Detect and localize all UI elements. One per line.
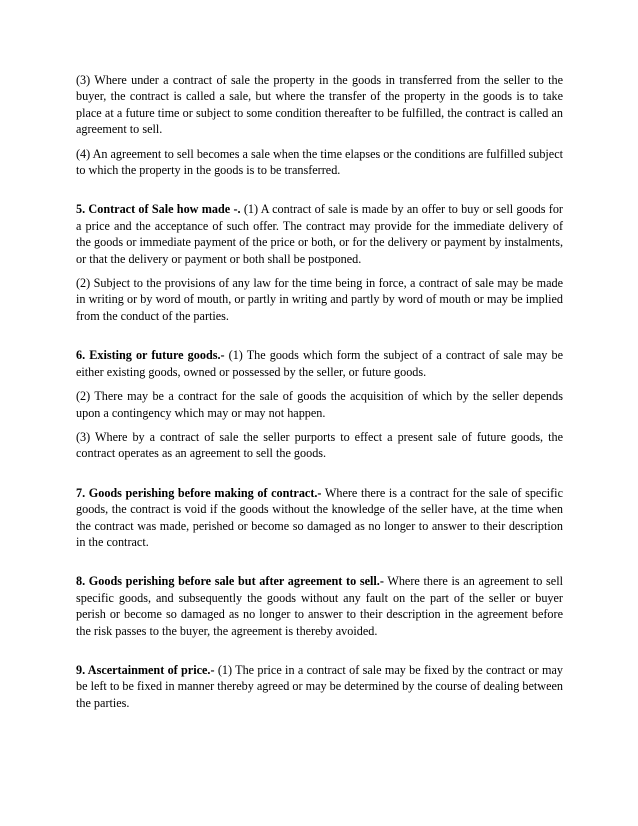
section-6-clause-1-text: (1) The goods which form the subject of a contract of sale may be either existing goods, owned or possessed by the seller, or future goods. [76, 348, 563, 379]
section-8-clause-text: Where there is an agreement to sell specific goods, and subsequently the goods without any fault on the part of the seller or buyer perish or become so damaged as no longer to answer to their description in the agreement before the risk passes to the buyer, the agreement is thereby avoided. [76, 574, 563, 638]
section-4-clause-3-text: (3) Where under a contract of sale the property in the goods in transferred from the seller to the buyer, the contract is called a sale, but where the transfer of the property in the goods is to take place at a future time or subject to some condition thereafter to be fulfilled, the contract is called an agreement to sell. [76, 73, 563, 137]
section-6-clause-1 [76, 347, 563, 380]
section-6-clause-2-text: (2) There may be a contract for the sale of goods the acquisition of which by the seller depends upon a contingency which may or may not happen. [76, 389, 563, 420]
section-6-clause-2 [76, 388, 563, 421]
section-9-clause-1-text: (1) The price in a contract of sale may be fixed by the contract or may be left to be fixed in manner thereby agreed or may be determined by the course of dealing between the parties. [76, 662, 563, 710]
section-8-heading: 8. Goods perishing before sale but after agreement to sell.- [76, 574, 384, 589]
document-body [76, 72, 563, 719]
section-4-clause-4-text: (4) An agreement to sell becomes a sale when the time elapses or the conditions are fulfilled subject to which the property in the goods is to be transferred. [76, 146, 563, 178]
section-8-clause [76, 573, 563, 639]
section-5-clause-1-text: (1) A contract of sale is made by an offer to buy or sell goods for a price and the acceptance of such offer. The contract may provide for the immediate delivery of the goods or immediate payment of the price or both, or for the delivery or payment by instalments, or that the delivery or payment or both shall be postponed. [76, 202, 563, 266]
section-5-clause-2-text: (2) Subject to the provisions of any law for the time being in force, a contract of sale may be made in writing or by word of mouth, or partly in writing and partly by word of mouth or may be implied from the conduct of the parties. [76, 276, 563, 323]
section-6-clause-3-text: (3) Where by a contract of sale the seller purports to effect a present sale of future goods, the contract operates as an agreement to sell the goods. [76, 429, 563, 461]
section-6-clause-3 [76, 429, 563, 462]
section-5-heading: 5. Contract of Sale how made -. [76, 202, 241, 217]
section-7-heading: 7. Goods perishing before making of contract.- [76, 485, 322, 500]
section-7-clause-text: Where there is a contract for the sale of specific goods, the contract is void if the goods without the knowledge of the seller have, at the time when the contract was made, perished or become so damaged as no longer to answer to their description in the contract. [76, 485, 563, 549]
section-6-heading: 6. Existing or future goods.- [76, 348, 225, 363]
section-4-clause-3 [76, 72, 563, 138]
section-7-clause [76, 485, 563, 551]
section-9-heading: 9. Ascertainment of price.- [76, 662, 215, 677]
section-9-clause-1 [76, 662, 563, 711]
section-4-clause-4 [76, 146, 563, 179]
section-5-clause-1 [76, 201, 563, 267]
section-5-clause-2 [76, 275, 563, 324]
